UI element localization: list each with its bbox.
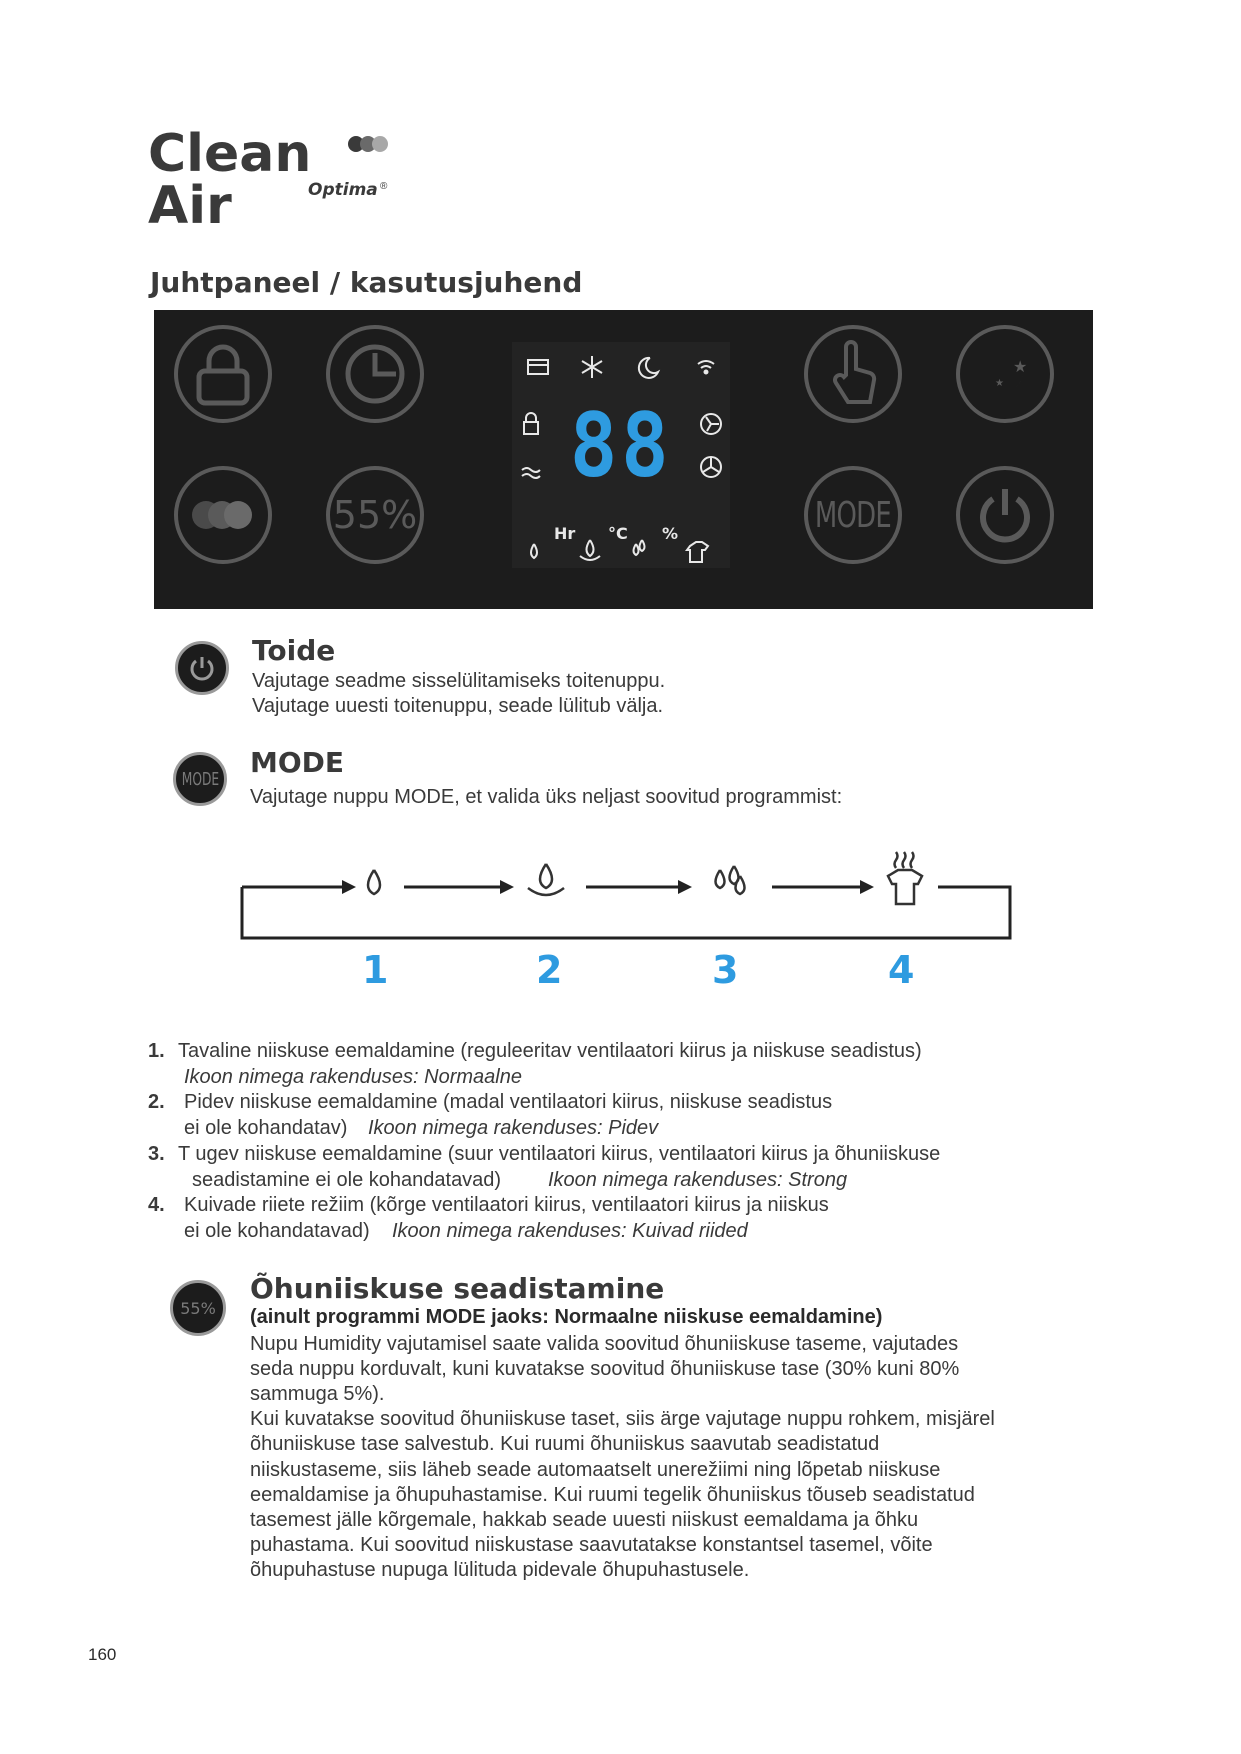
list-item — [148, 1141, 1108, 1193]
humidity-title: Õhuniiskuse seadistamine — [250, 1272, 665, 1305]
humidity-line-10: õhupuhastuse nupuga lülituda pidevale õhupuhastusele. — [250, 1559, 750, 1581]
mode-title: MODE — [250, 746, 345, 779]
dry-clothes-icon — [888, 852, 922, 904]
drop-icon — [368, 870, 380, 894]
svg-text:★: ★ — [995, 378, 1004, 389]
mode-small-icon-label: MODE — [181, 768, 219, 790]
brand-logo — [148, 124, 408, 236]
fan-speed-button[interactable] — [174, 466, 272, 564]
page-number: 160 — [88, 1645, 117, 1664]
display-left-icons — [520, 412, 542, 512]
timer-button[interactable] — [326, 325, 424, 423]
mode-button-label: MODE — [814, 494, 892, 536]
display-percent: % — [662, 524, 679, 543]
display-right-icons — [698, 412, 724, 482]
step-number-1: 1 — [362, 948, 389, 992]
logo-circles-icon — [346, 134, 392, 154]
humidity-subtitle: (ainult programmi MODE jaoks: Normaalne niiskuse eemaldamine) — [250, 1306, 883, 1328]
humidity-button[interactable] — [326, 466, 424, 564]
list-item-number: 3. — [148, 1143, 165, 1165]
humidity-line-4: Kui kuvatakse soovitud õhuniiskuse taset, siis ärge vajutage nuppu rohkem, misjärel — [250, 1408, 995, 1430]
display-mode-icons — [522, 538, 722, 566]
humidity-line-1: Nupu Humidity vajutamisel saate valida soovitud õhuniiskuse taseme, vajutades — [250, 1333, 959, 1355]
humidity-line-6: niiskustaseme, siis läheb seade automaatselt unerežiimi ning lõpetab niiskuse — [250, 1459, 941, 1481]
mode-cycle-arrows — [236, 840, 1016, 950]
power-line-1: Vajutage seadme sisselülitamiseks toitenuppu. — [252, 670, 666, 692]
humidity-line-9: puhastama. Kui soovitud niiskustase saavutatakse konstantsel tasemel, võite — [250, 1534, 933, 1556]
power-icon — [973, 483, 1037, 547]
list-item-app-name: Ikoon nimega rakenduses: Pidev — [368, 1117, 659, 1139]
brand-subname: Optima — [308, 180, 378, 200]
display-hr: Hr — [554, 524, 576, 543]
humidity-line-5: õhuniiskuse tase salvestub. Kui ruumi õhuniiskus saavutab seadistatud — [250, 1433, 880, 1455]
list-item-text: Pidev niiskuse eemaldamine (madal ventilaatori kiirus, niiskuse seadistus — [184, 1091, 833, 1113]
lock-button[interactable] — [174, 325, 272, 423]
list-item — [148, 1089, 1108, 1141]
fan-speed-icon — [188, 495, 258, 535]
timer-icon — [342, 341, 408, 407]
step-number-4: 4 — [888, 948, 915, 992]
registered-mark: ® — [380, 181, 388, 192]
list-item — [148, 1038, 1108, 1090]
humidity-line-2: seda nuppu korduvalt, kuni kuvatakse soovitud õhuniiskuse tase (30% kuni 80% — [250, 1358, 960, 1380]
power-title: Toide — [252, 634, 336, 667]
auto-button[interactable] — [804, 325, 902, 423]
display-digits: 88 — [569, 394, 673, 497]
hand-pointer-icon — [828, 339, 878, 409]
list-item — [148, 1192, 1108, 1244]
list-item-app-name: Ikoon nimega rakenduses: Normaalne — [184, 1066, 522, 1088]
humidity-line-8: tasemest jälle kõrgemale, hakkab seade uuesti niiskust eemaldama ja õhku — [250, 1509, 919, 1531]
humidity-button-label: 55% — [332, 493, 418, 537]
led-display — [512, 342, 730, 568]
humidity-line-7: eemaldamise ja õhupuhastamise. Kui ruumi tegelik õhuniiskus tõuseb seadistatud — [250, 1484, 975, 1506]
mode-button[interactable] — [804, 466, 902, 564]
list-item-text-2: ei ole kohandatavad) — [184, 1220, 370, 1242]
step-number-2: 2 — [536, 948, 563, 992]
svg-text:★: ★ — [1013, 357, 1028, 376]
power-line-2: Vajutage uuesti toitenuppu, seade lülitub välja. — [252, 695, 664, 717]
mode-cycle-diagram — [236, 840, 1016, 990]
list-item-text: Tavaline niiskuse eemaldamine (reguleeritav ventilaatori kiirus ja niiskuse seadistus) — [178, 1040, 922, 1062]
list-item-text-2: ei ole kohandatav) — [184, 1117, 348, 1139]
moon-stars-icon — [973, 342, 1037, 406]
list-item-text: Kuivade riiete režiim (kõrge ventilaatori kiirus, ventilaatori kiirus ja niiskus — [184, 1194, 829, 1216]
drop-continuous-icon — [528, 864, 564, 895]
display-top-icons — [522, 352, 722, 382]
mode-small-icon — [173, 752, 227, 806]
power-icon — [187, 653, 217, 683]
list-item-number: 2. — [148, 1091, 165, 1113]
control-panel — [154, 310, 1093, 609]
display-celsius: °C — [608, 524, 628, 543]
humidity-small-icon — [170, 1280, 226, 1336]
humidity-line-3: sammuga 5%). — [250, 1383, 385, 1405]
step-number-3: 3 — [712, 948, 739, 992]
list-item-app-name: Ikoon nimega rakenduses: Strong — [548, 1169, 848, 1191]
brand-name: Clean Air — [148, 124, 312, 236]
humidity-small-icon-label: 55% — [180, 1298, 216, 1318]
power-button[interactable] — [956, 466, 1054, 564]
list-item-app-name: Ikoon nimega rakenduses: Kuivad riided — [392, 1220, 748, 1242]
list-item-number: 4. — [148, 1194, 165, 1216]
double-drop-icon — [716, 866, 745, 894]
lock-icon — [193, 341, 253, 407]
section-title: Juhtpaneel / kasutusjuhend — [150, 266, 583, 299]
power-small-icon — [175, 641, 229, 695]
sleep-button[interactable] — [956, 325, 1054, 423]
list-item-text: T ugev niiskuse eemaldamine (suur ventilaatori kiirus, ventilaatori kiirus ja õhuniiskuse — [178, 1143, 941, 1165]
list-item-text-2: seadistamine ei ole kohandatavad) — [192, 1169, 502, 1191]
mode-description: Vajutage nuppu MODE, et valida üks neljast soovitud programmist: — [250, 786, 843, 808]
list-item-number: 1. — [148, 1040, 165, 1062]
